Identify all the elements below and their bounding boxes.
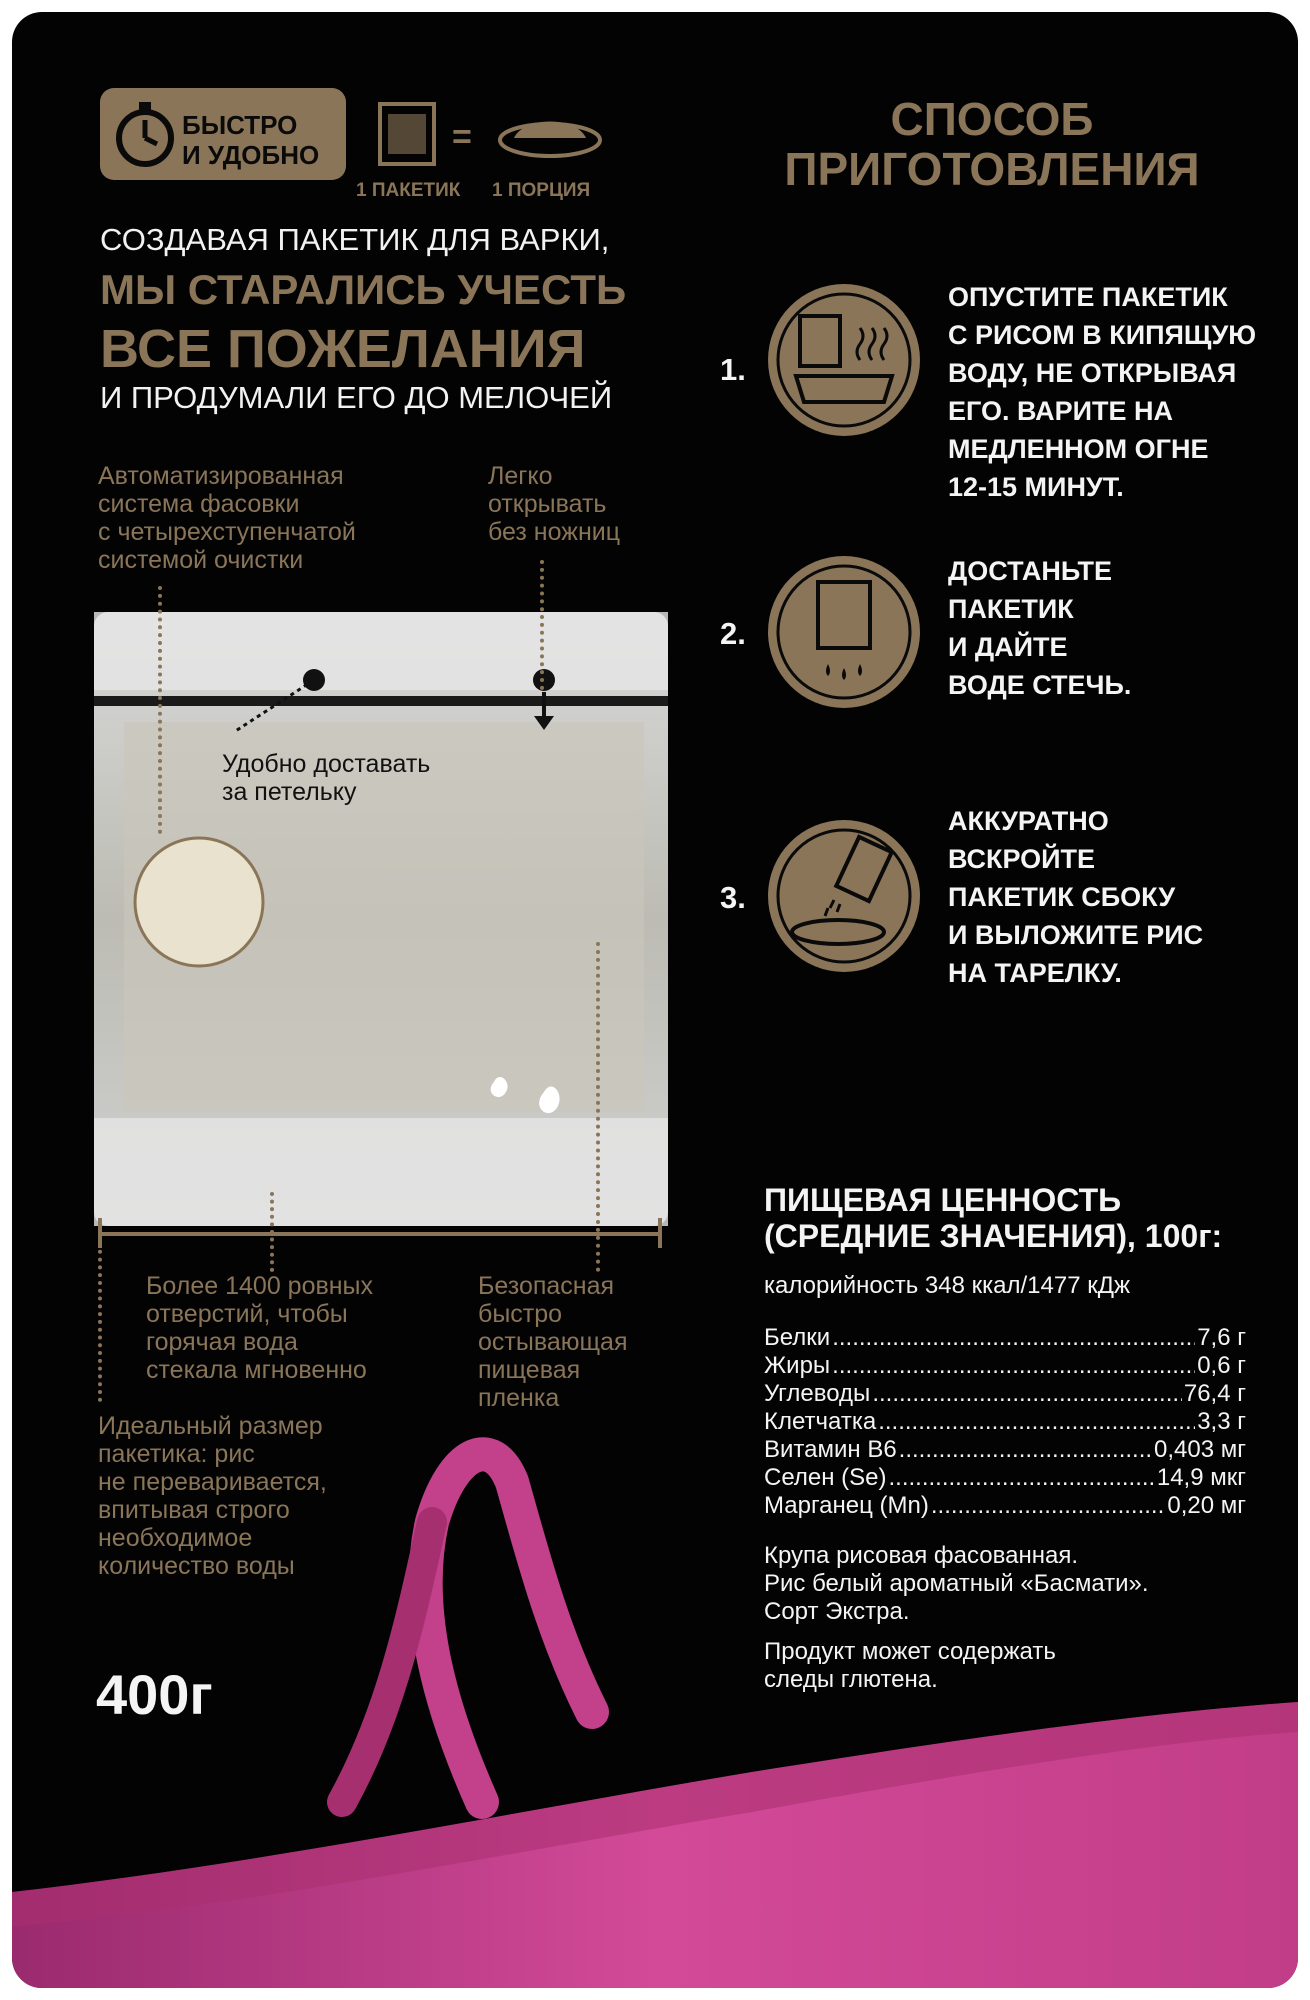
- step-2-number: 2.: [720, 616, 746, 651]
- step-line: ЕГО. ВАРИТЕ НА: [948, 396, 1174, 426]
- step-line: 12-15 МИНУТ.: [948, 472, 1124, 502]
- step-1-number: 1.: [720, 352, 746, 387]
- nutrient-name: Углеводы: [764, 1380, 871, 1407]
- feature-line: Легко: [488, 462, 553, 490]
- feature-line: не переваривается,: [98, 1468, 327, 1496]
- nutrient-value: 3,3 г: [1197, 1408, 1246, 1435]
- callout-dotted-line: [270, 1192, 274, 1272]
- nutrition-row: [764, 1408, 1246, 1436]
- nutrition-row: [764, 1380, 1246, 1408]
- feature-auto-system: [98, 462, 356, 574]
- nutrient-value: 0,6 г: [1197, 1352, 1246, 1379]
- feature-line: горячая вода: [146, 1328, 298, 1356]
- feature-line: система фасовки: [98, 490, 300, 518]
- description-line: Рис белый ароматный «Басмати».: [764, 1570, 1149, 1597]
- callout-dotted-line: [98, 1242, 102, 1402]
- feature-line: Безопасная: [478, 1272, 615, 1300]
- callout-dotted-line: [596, 942, 600, 1272]
- headline-line2: МЫ СТАРАЛИСЬ УЧЕСТЬ: [100, 266, 627, 313]
- nutrient-value: 0,20 мг: [1167, 1492, 1246, 1519]
- size-indicator-tick: [658, 1218, 662, 1248]
- nutrient-name: Белки: [764, 1324, 831, 1351]
- step-3-number: 3.: [720, 880, 746, 915]
- nutrition-row: [764, 1352, 1246, 1380]
- feature-line: пленка: [478, 1384, 560, 1412]
- product-description: [764, 1542, 1149, 1626]
- preparation-title-line1: СПОСОБ: [890, 93, 1094, 145]
- loop-callout-line: Удобно доставать: [222, 750, 431, 778]
- nutrition-title-line1: ПИЩЕВАЯ ЦЕННОСТЬ: [764, 1182, 1122, 1218]
- preparation-title: [712, 94, 1272, 194]
- feature-line: системой очистки: [98, 546, 304, 574]
- headline-line3: ВСЕ ПОЖЕЛАНИЯ: [100, 319, 586, 379]
- step-line: НА ТАРЕЛКУ.: [948, 958, 1122, 988]
- loop-callout: [222, 750, 430, 806]
- step-line: И ВЫЛОЖИТЕ РИС: [948, 920, 1204, 950]
- step-line: МЕДЛЕННОМ ОГНЕ: [948, 434, 1209, 464]
- rice-bag-illustration: [94, 612, 668, 1226]
- step-line: ВОДЕ СТЕЧЬ.: [948, 670, 1132, 700]
- allergen-line: Продукт может содержать: [764, 1638, 1056, 1665]
- nutrient-value: 7,6 г: [1197, 1324, 1246, 1351]
- feature-line: открывать: [488, 490, 607, 518]
- feature-line: Идеальный размер: [98, 1412, 323, 1440]
- step-line: С РИСОМ В КИПЯЩУЮ: [948, 320, 1257, 350]
- package-back-panel: [12, 12, 1298, 1988]
- feature-line: пищевая: [478, 1356, 581, 1384]
- draining-bag-icon: [768, 556, 920, 708]
- callout-dotted-line: [540, 560, 544, 690]
- nutrient-name: Марганец (Mn): [764, 1492, 929, 1519]
- step-line: ПАКЕТИК: [948, 594, 1074, 624]
- feature-line: остывающая: [478, 1328, 628, 1356]
- feature-line: количество воды: [98, 1552, 295, 1580]
- equation-right-label: 1 ПОРЦИЯ: [492, 180, 591, 201]
- feature-line: Более 1400 ровных: [146, 1272, 374, 1300]
- nutrient-name: Селен (Se): [764, 1464, 887, 1491]
- loop-callout-line: за петельку: [222, 778, 357, 806]
- step-line: ДОСТАНЬТЕ: [948, 556, 1113, 586]
- rice-bag-icon: [376, 100, 438, 172]
- size-indicator-line: [98, 1232, 662, 1236]
- description-line: Сорт Экстра.: [764, 1598, 910, 1625]
- equals-sign: =: [452, 118, 472, 156]
- feature-line: Автоматизированная: [98, 462, 344, 490]
- feature-line: без ножниц: [488, 518, 621, 546]
- badge-label-line2: И УДОБНО: [182, 140, 320, 170]
- stopwatch-icon: [112, 98, 178, 170]
- feature-line: отверстий, чтобы: [146, 1300, 348, 1328]
- nutrition-row: [764, 1436, 1246, 1464]
- feature-line: пакетика: рис: [98, 1440, 255, 1468]
- nutrition-title: [764, 1182, 1222, 1254]
- nutrient-value: 76,4 г: [1183, 1380, 1246, 1407]
- feature-size: [98, 1412, 327, 1580]
- feature-film: [478, 1272, 628, 1412]
- nutrition-row: [764, 1492, 1246, 1520]
- nutrient-name: Клетчатка: [764, 1408, 877, 1435]
- preparation-title-line2: ПРИГОТОВЛЕНИЯ: [784, 143, 1200, 195]
- step-line: И ДАЙТЕ: [948, 632, 1068, 662]
- feature-line: необходимое: [98, 1524, 253, 1552]
- cooking-bag-image: [94, 612, 668, 1226]
- feature-line: быстро: [478, 1300, 563, 1328]
- nutrition-calories: калорийность 348 ккал/1477 кДж: [764, 1272, 1131, 1299]
- rice-plate-icon: [494, 108, 606, 166]
- feature-line: с четырехступенчатой: [98, 518, 356, 546]
- equation-left-label: 1 ПАКЕТИК: [356, 180, 461, 201]
- headline-line4: И ПРОДУМАЛИ ЕГО ДО МЕЛОЧЕЙ: [100, 380, 613, 415]
- step-line: АККУРАТНО: [948, 806, 1109, 836]
- step-2-text: [948, 552, 1131, 704]
- nutrient-value: 14,9 мкг: [1156, 1464, 1246, 1491]
- step-line: ПАКЕТИК СБОКУ: [948, 882, 1176, 912]
- step-line: ОПУСТИТЕ ПАКЕТИК: [948, 282, 1228, 312]
- boiling-pot-icon: [768, 284, 920, 436]
- feature-line: стекала мгновенно: [146, 1356, 367, 1384]
- nutrient-name: Витамин В6: [764, 1436, 897, 1463]
- feature-easy-open: [488, 462, 620, 546]
- badge-label-line1: БЫСТРО: [182, 110, 298, 140]
- step-1-text: [948, 278, 1256, 506]
- step-3-text: [948, 802, 1203, 992]
- nutrition-title-line2: (СРЕДНИЕ ЗНАЧЕНИЯ), 100г:: [764, 1218, 1223, 1254]
- allergen-note: [764, 1638, 1056, 1694]
- pour-on-plate-icon: [768, 820, 920, 972]
- net-weight: 400г: [96, 1663, 213, 1726]
- nutrient-name: Жиры: [764, 1352, 831, 1379]
- badge-label: [182, 110, 319, 170]
- callout-dotted-line: [158, 586, 162, 834]
- headline-line1: СОЗДАВАЯ ПАКЕТИК ДЛЯ ВАРКИ,: [100, 222, 610, 257]
- feature-holes: [146, 1272, 373, 1384]
- nutrient-value: 0,403 мг: [1154, 1436, 1246, 1463]
- nutrition-row: [764, 1324, 1246, 1352]
- step-line: ВСКРОЙТЕ: [948, 844, 1096, 874]
- feature-line: впитывая строго: [98, 1496, 290, 1524]
- allergen-line: следы глютена.: [764, 1666, 938, 1693]
- nutrition-row: [764, 1464, 1246, 1492]
- description-line: Крупа рисовая фасованная.: [764, 1542, 1078, 1569]
- step-line: ВОДУ, НЕ ОТКРЫВАЯ: [948, 358, 1237, 388]
